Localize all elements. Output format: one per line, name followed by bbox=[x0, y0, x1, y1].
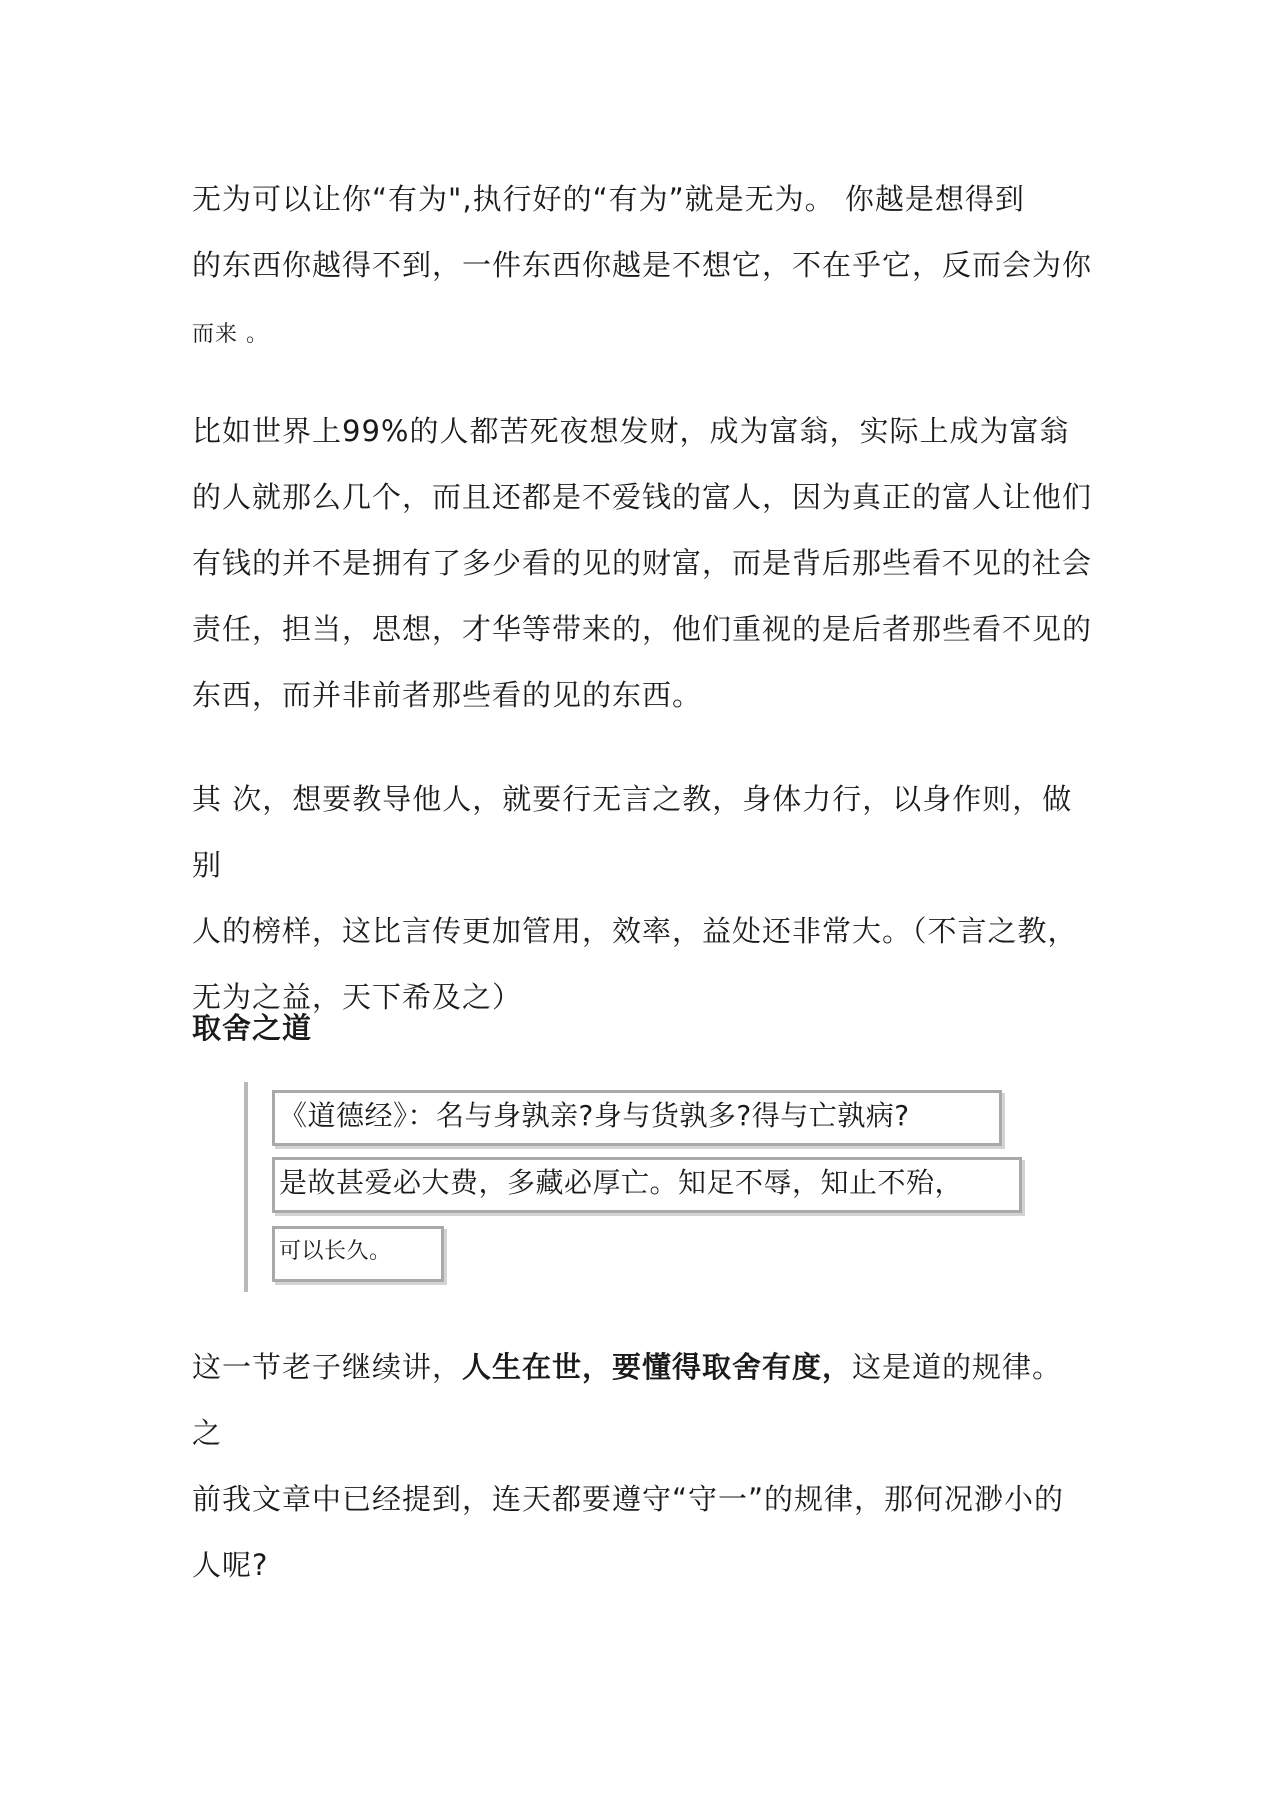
quote-line: 是故甚爱必大费，多藏必厚亡。知足不辱，知止不殆， bbox=[272, 1157, 1022, 1213]
emphasis-text: 人生在世，要懂得取舍有度， bbox=[462, 1350, 853, 1384]
paragraph-wuwei bbox=[192, 166, 1092, 368]
quote-line: 可以长久。 bbox=[272, 1226, 444, 1282]
paragraph-teaching: 其 次，想要教导他人，就要行无言之教，身体力行，以身作则，做别 人的榜样，这比言传更加管用，效率，益处还非常大。（不言之教， 无为之益，天下希及之） bbox=[192, 782, 1078, 1014]
paragraph-choice bbox=[192, 1334, 1092, 1598]
paragraph-line: 而来 。 bbox=[192, 322, 269, 347]
section-heading: 取舍之道 bbox=[192, 1011, 313, 1045]
paragraph-text: 这一节老子继续讲， bbox=[192, 1350, 463, 1384]
paragraph-text: 这是道的规律。之 前我文章中已经提到，连天都要遵守“守一”的规律，那何况渺小的 人呢? bbox=[192, 1350, 1065, 1582]
quote-line: 《道德经》：名与身孰亲?身与货孰多?得与亡孰病? bbox=[272, 1090, 1002, 1146]
paragraph-line: 无为可以让你“有为",执行好的“有为”就是无为。 你越是想得到 bbox=[192, 182, 1025, 216]
paragraph-line: 的东西你越得不到，一件东西你越是不想它，不在乎它，反而会为你 bbox=[192, 248, 1093, 282]
paragraph-rich-people: 比如世界上99%的人都苦死夜想发财，成为富翁，实际上成为富翁 的人就那么几个，而且还都是不爱钱的富人，因为真正的富人让他们 有钱的并不是拥有了多少看的见的财富，而是背后那些看不见的社会 责任，担当，思想，才华等带来的，他们重视的是后者那些看不见的 东西，而并非前者那些看的见的东西。 bbox=[192, 414, 1093, 712]
quote-bar bbox=[244, 1082, 248, 1292]
